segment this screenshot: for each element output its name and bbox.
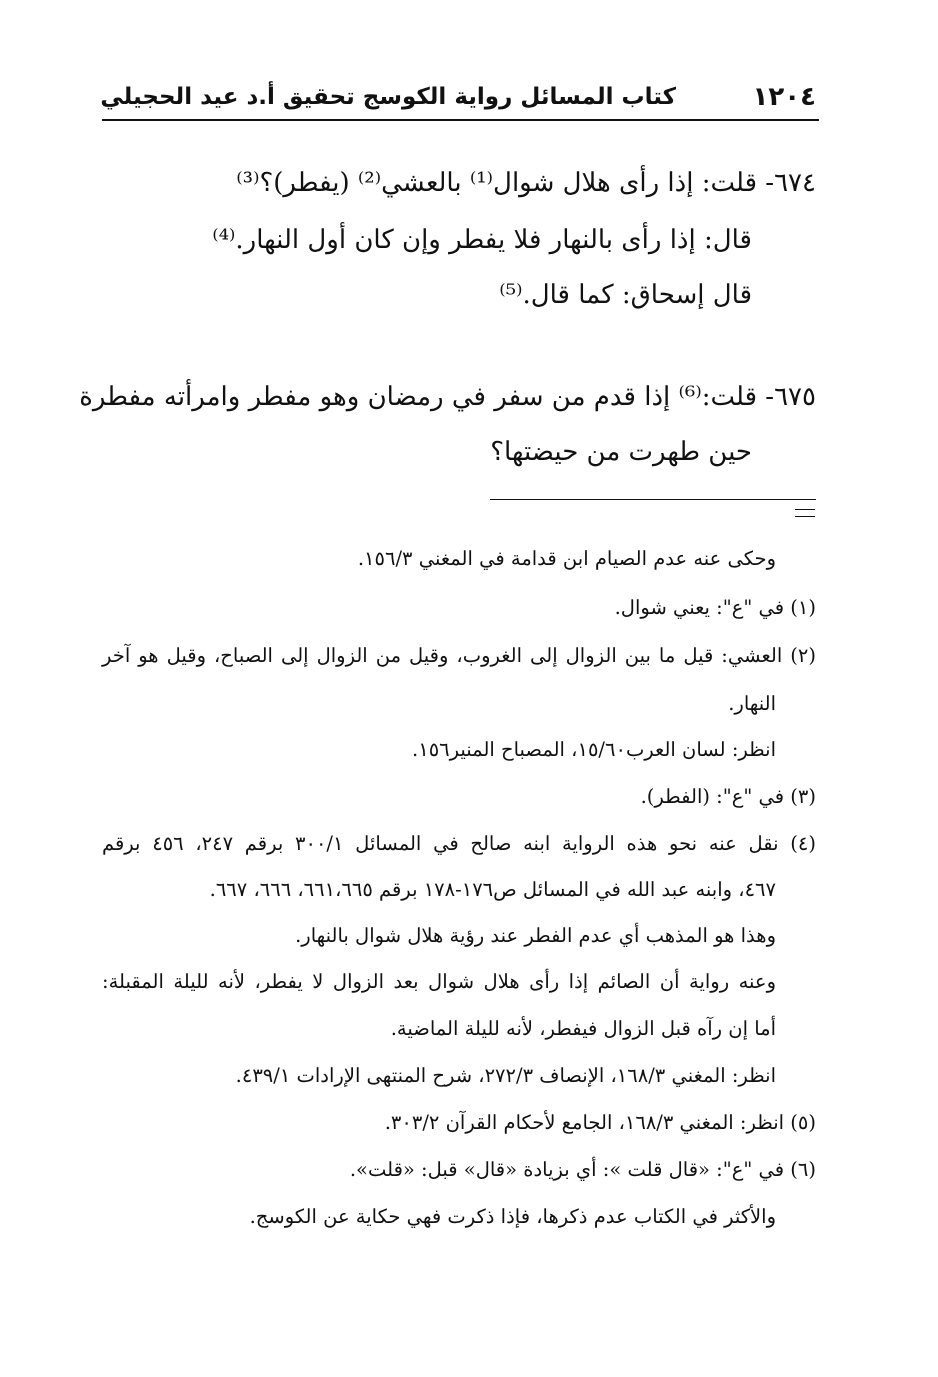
footnote-3: (٣) في "ع": (الفطر).: [640, 785, 816, 808]
footnote-2-reference: انظر: لسان العرب١٥/٦٠، المصباح المنير١٥٦.: [412, 738, 776, 761]
footnote-6-line-2: والأكثر في الكتاب عدم ذكرها، فإذا ذكرت فهي حكاية عن الكوسج.: [249, 1205, 776, 1228]
footnote-5: (٥) انظر: المغني ١٦٨/٣، الجامع لأحكام القرآن ٣٠٣/٢.: [384, 1111, 816, 1134]
footnote-separator: [490, 499, 816, 500]
footnote-4-reference: انظر: المغني ١٦٨/٣، الإنصاف ٢٧٢/٣، شرح المنتهى الإرادات ٤٣٩/١.: [235, 1064, 776, 1087]
running-header-title: كتاب المسائل رواية الكوسج تحقيق أ.د عيد الحجيلي: [100, 84, 676, 110]
footnote-continued: وحكى عنه عدم الصيام ابن قدامة في المغني ١٥٦/٣.: [357, 547, 776, 570]
page-number: ١٢٠٤: [752, 82, 816, 112]
question-674-line-1: ٦٧٤- قلت: إذا رأى هلال شوال⁽¹⁾ بالعشي⁽²⁾ (يفطر)؟⁽³⁾: [236, 168, 816, 198]
footnote-1: (١) في "ع": يعني شوال.: [614, 596, 816, 619]
footnote-6-line-1: (٦) في "ع": «قال قلت »: أي بزيادة «قال» قبل: «قلت».: [349, 1158, 816, 1181]
continuation-mark: [795, 509, 815, 523]
footnote-2-line-1: (٢) العشي: قيل ما بين الزوال إلى الغروب، وقيل من الزوال إلى الصباح، وقيل هو آخر: [102, 644, 816, 667]
header-rule: [102, 119, 819, 121]
question-675-line-1: ٦٧٥- قلت:⁽⁶⁾ إذا قدم من سفر في رمضان وهو مفطر وامرأته مفطرة: [79, 382, 816, 412]
footnote-4-line-2: ٤٦٧، وابنه عبد الله في المسائل ص١٧٦-١٧٨ برقم ٦٦١،٦٦٥، ٦٦٦، ٦٦٧.: [209, 878, 776, 901]
question-674-ishaq: قال إسحاق: كما قال.⁽⁵⁾: [499, 280, 752, 310]
question-674-answer: قال: إذا رأى بالنهار فلا يفطر وإن كان أول النهار.⁽⁴⁾: [212, 225, 752, 255]
question-675-line-2: حين طهرت من حيضتها؟: [490, 437, 752, 467]
footnote-4-line-3: وهذا هو المذهب أي عدم الفطر عند رؤية هلال شوال بالنهار.: [295, 924, 776, 947]
footnote-4-line-1: (٤) نقل عنه نحو هذه الرواية ابنه صالح في المسائل ٣٠٠/١ برقم ٢٤٧، ٤٥٦ برقم: [102, 832, 816, 855]
footnote-4-line-5: أما إن رآه قبل الزوال فيفطر، لأنه لليلة الماضية.: [390, 1017, 776, 1040]
footnote-4-line-4: وعنه رواية أن الصائم إذا رأى هلال شوال بعد الزوال لا يفطر، لأنه لليلة المقبلة:: [102, 970, 776, 993]
footnote-2-line-2: النهار.: [728, 692, 776, 715]
